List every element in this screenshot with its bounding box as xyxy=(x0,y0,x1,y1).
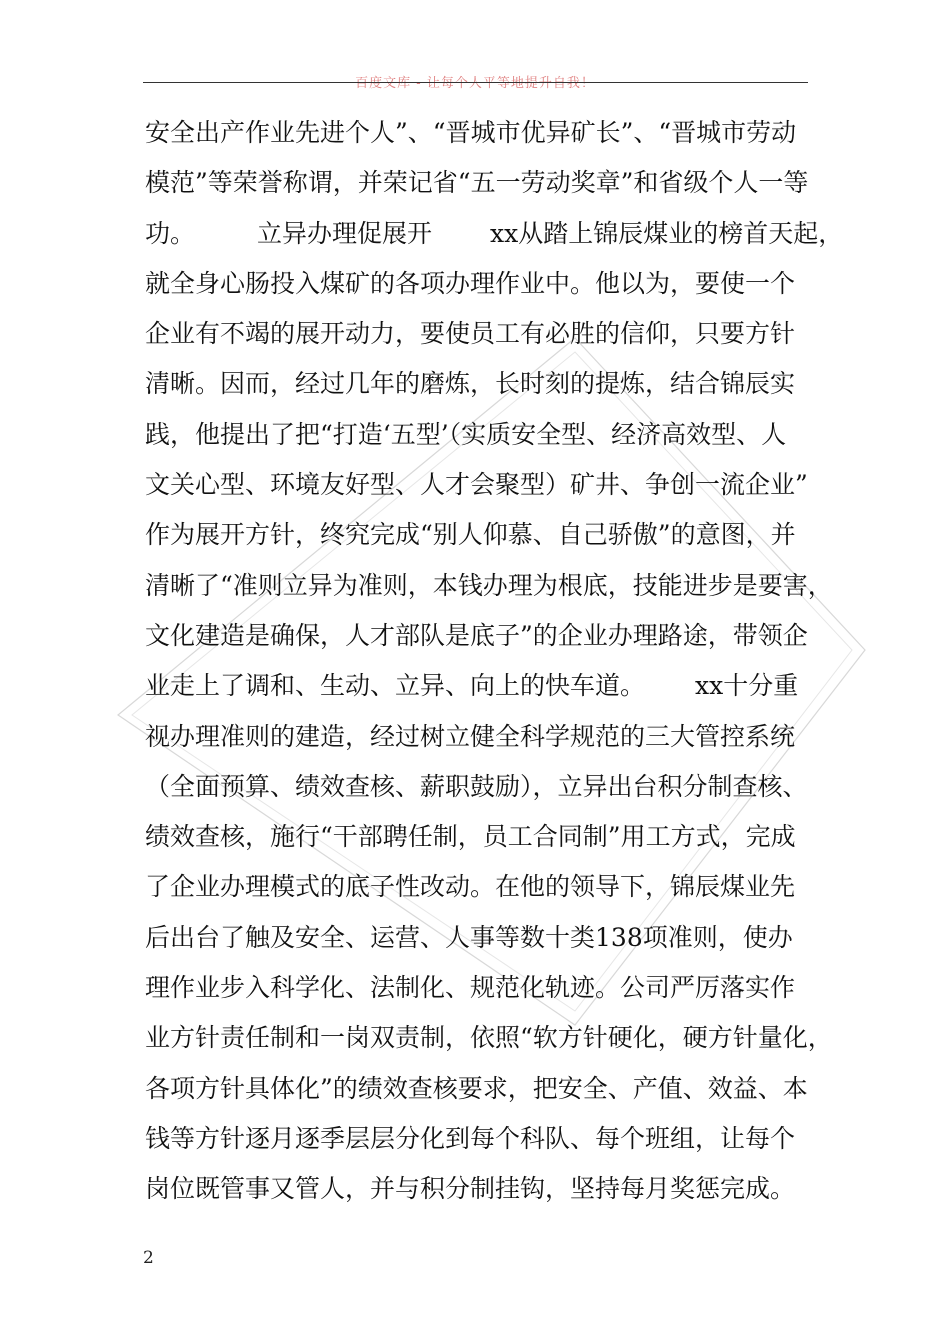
text-line: 钱等方针逐月逐季层层分化到每个科队、每个班组，让每个 xyxy=(145,1123,796,1153)
section-heading: 立异办理促展开 xyxy=(257,218,433,248)
text-line: 功。 立异办理促展开 xx从踏上锦辰煤业的榜首天起， xyxy=(145,218,844,248)
text-line: 清晰了“准则立异为准则，本钱办理为根底，技能进步是要害， xyxy=(145,570,833,600)
text-line: 岗位既管事又管人，并与积分制挂钩，坚持每月奖惩完成。 xyxy=(145,1174,796,1204)
text-line: 各项方针具体化”的绩效查核要求，把安全、产值、效益、本 xyxy=(145,1073,808,1103)
text-line: 绩效查核，施行“干部聘任制，员工合同制”用工方式，完成 xyxy=(145,822,796,852)
text-line: 践，他提出了把“打造‘五型’（实质安全型、经济高效型、人 xyxy=(145,419,787,449)
text-line: 模范”等荣誉称谓，并荣记省“五一劳动奖章”和省级个人一等 xyxy=(145,168,809,198)
text-line: 企业有不竭的展开动力，要使员工有必胜的信仰，只要方针 xyxy=(145,319,796,349)
text-line: （全面预算、绩效查核、薪职鼓励），立异出台积分制查核、 xyxy=(145,771,808,801)
header-divider xyxy=(143,82,808,83)
text-line: 安全出产作业先进个人”、“晋城市优异矿长”、“晋城市劳动 xyxy=(145,118,797,147)
text-line: 作为展开方针，终究完成“别人仰慕、自己骄傲”的意图，并 xyxy=(145,520,796,550)
text-line: 业方针责任制和一岗双责制，依照“软方针硬化，硬方针量化， xyxy=(145,1023,833,1053)
text-line: 就全身心肠投入煤矿的各项办理作业中。他以为，要使一个 xyxy=(145,268,796,298)
page-number: 2 xyxy=(143,1248,154,1268)
text-line: 文化建造是确保，人才部队是底子”的企业办理路途，带领企 xyxy=(145,620,808,650)
text-line: 视办理准则的建造，经过树立健全科学规范的三大管控系统 xyxy=(145,721,796,751)
text-line: 清晰。因而，经过几年的磨炼，长时刻的提炼，结合锦辰实 xyxy=(145,369,796,399)
text-line: 后出台了触及安全、运营、人事等数十类138项准则，使办 xyxy=(145,922,793,952)
document-body xyxy=(145,108,844,1215)
page-header-text: 百度文库 - 让每个人平等地提升自我！ xyxy=(355,76,595,91)
text-line: 文关心型、环境友好型、人才会聚型）矿井、争创一流企业” xyxy=(145,470,808,500)
text-line: 了企业办理模式的底子性改动。在他的领导下，锦辰煤业先 xyxy=(145,872,796,902)
text-line: 理作业步入科学化、法制化、规范化轨迹。公司严厉落实作 xyxy=(145,973,796,1003)
text-line: 业走上了调和、生动、立异、向上的快车道。 xx十分重 xyxy=(145,671,799,701)
